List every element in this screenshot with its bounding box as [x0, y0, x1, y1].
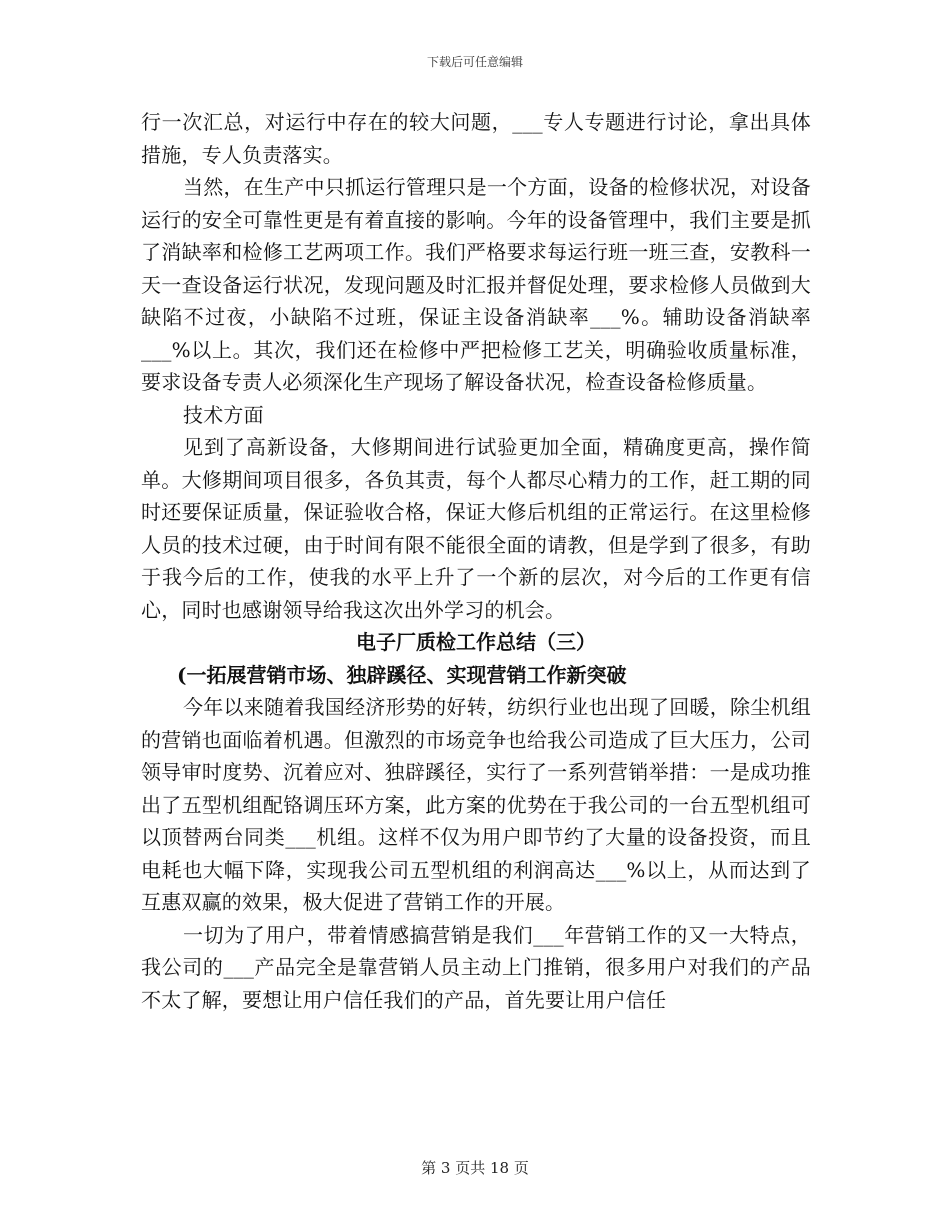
document-body	[141, 106, 811, 1016]
section-title: 电子厂质检工作总结（三）	[356, 630, 596, 654]
page-footer: 第 3 页共 18 页	[421, 1159, 529, 1177]
page-header: 下载后可任意编辑	[426, 55, 523, 69]
paragraph: 今年以来随着我国经济形势的好转，纺织行业也出现了回暖，除尘机组的营销也面临着机遇。但激烈的市场竞争也给我公司造成了巨大压力，公司领导审时度势、沉着应对、独辟蹊径，实行了一系列营销举措：一是成功推出了五型机组配铬调压环方案，此方案的优势在于我公司的一台五型机组可以顶替两台同类___机组。这样不仅为用户即节约了大量的设备投资，而且电耗也大幅下降，实现我公司五型机组的利润高达___%以上，从而达到了互惠双赢的效果，极大促进了营销工作的开展。	[141, 695, 811, 914]
paragraph: 行一次汇总，对运行中存在的较大问题，___专人专题进行讨论，拿出具体措施，专人负责落实。	[141, 110, 811, 167]
paragraph: 一切为了用户，带着情感搞营销是我们___年营销工作的又一大特点，我公司的___产品完全是靠营销人员主动上门推销，很多用户对我们的产品不太了解，要想让用户信任我们的产品，首先要让用户信任	[141, 922, 811, 1012]
section-subtitle: (一拓展营销市场、独辟蹊径、实现营销工作新突破	[177, 662, 627, 687]
section-label: 技术方面	[183, 402, 264, 427]
paragraph: 当然，在生产中只抓运行管理只是一个方面，设备的检修状况，对设备运行的安全可靠性更是有着直接的影响。今年的设备管理中，我们主要是抓了消缺率和检修工艺两项工作。我们严格要求每运行班一班三查，安教科一天一查设备运行状况，发现问题及时汇报并督促处理，要求检修人员做到大缺陷不过夜，小缺陷不过班，保证主设备消缺率___%。辅助设备消缺率___%以上。其次，我们还在检修中严把检修工艺关，明确验收质量标准，要求设备专责人必须深化生产现场了解设备状况，检查设备检修质量。	[141, 175, 811, 394]
paragraph: 见到了高新设备，大修期间进行试验更加全面，精确度更高，操作简单。大修期间项目很多，各负其责，每个人都尽心精力的工作，赶工期的同时还要保证质量，保证验收合格，保证大修后机组的正常运行。在这里检修人员的技术过硬，由于时间有限不能很全面的请教，但是学到了很多，有助于我今后的工作，使我的水平上升了一个新的层次，对今后的工作更有信心，同时也感谢领导给我这次出外学习的机会。	[141, 435, 811, 622]
